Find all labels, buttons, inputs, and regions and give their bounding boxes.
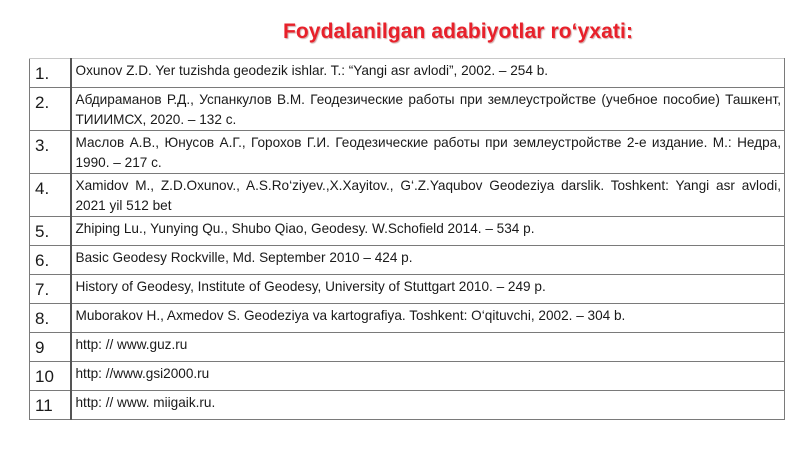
- reference-link: http: // www.guz.ru: [71, 333, 785, 362]
- reference-number: 3.: [30, 131, 71, 174]
- reference-number: 6.: [30, 246, 71, 275]
- table-row: [30, 174, 785, 217]
- reference-text: Маслов А.В., Юнусов А.Г., Горохов Г.И. Геодезические работы при землеустройстве 2-е издание. М.: Недра, 1990. – 217 с.: [71, 131, 785, 174]
- reference-number: 1.: [30, 59, 71, 88]
- reference-number: 10: [30, 362, 71, 391]
- table-row: [30, 391, 785, 420]
- reference-text: Muborakov H., Axmedov S. Geodeziya va kartografiya. Toshkent: O‘qituvchi, 2002. – 304 b.: [71, 304, 785, 333]
- reference-number: 7.: [30, 275, 71, 304]
- table-row: [30, 362, 785, 391]
- reference-text: Basic Geodesy Rockville, Md. September 2010 – 424 p.: [71, 246, 785, 275]
- page-title: Foydalanilgan adabiyotlar ro‘yxati:: [282, 20, 634, 43]
- table-row: [30, 304, 785, 333]
- reference-text: History of Geodesy, Institute of Geodesy, University of Stuttgart 2010. – 249 p.: [71, 275, 785, 304]
- reference-text: Xamidov M., Z.D.Oxunov., A.S.Ro‘ziyev.,X.Xayitov., G‘.Z.Yaqubov Geodeziya darslik. Toshkent: Yangi asr avlodi, 2021 yil 512 bet: [71, 174, 785, 217]
- reference-text: Oxunov Z.D. Yer tuzishda geodezik ishlar. T.: “Yangi asr avlodi”, 2002. – 254 b.: [71, 59, 785, 88]
- reference-number: 5.: [30, 217, 71, 246]
- reference-link: http: //www.gsi2000.ru: [71, 362, 785, 391]
- reference-number: 11: [30, 391, 71, 420]
- reference-number: 8.: [30, 304, 71, 333]
- table-row: [30, 333, 785, 362]
- table-row: [30, 217, 785, 246]
- reference-number: 2.: [30, 88, 71, 131]
- table-row: [30, 59, 785, 88]
- reference-number: 4.: [30, 174, 71, 217]
- references-table: [29, 58, 785, 420]
- reference-link: http: // www. miigaik.ru.: [71, 391, 785, 420]
- reference-text: Zhiping Lu., Yunying Qu., Shubo Qiao, Geodesy. W.Schofield 2014. – 534 p.: [71, 217, 785, 246]
- table-row: [30, 131, 785, 174]
- table-row: [30, 246, 785, 275]
- reference-text: Абдираманов Р.Д., Успанкулов В.М. Геодезические работы при землеустройстве (учебное пособие) Ташкент, ТИИИМСХ, 2020. – 132 с.: [71, 88, 785, 131]
- table-row: [30, 275, 785, 304]
- reference-number: 9: [30, 333, 71, 362]
- table-row: [30, 88, 785, 131]
